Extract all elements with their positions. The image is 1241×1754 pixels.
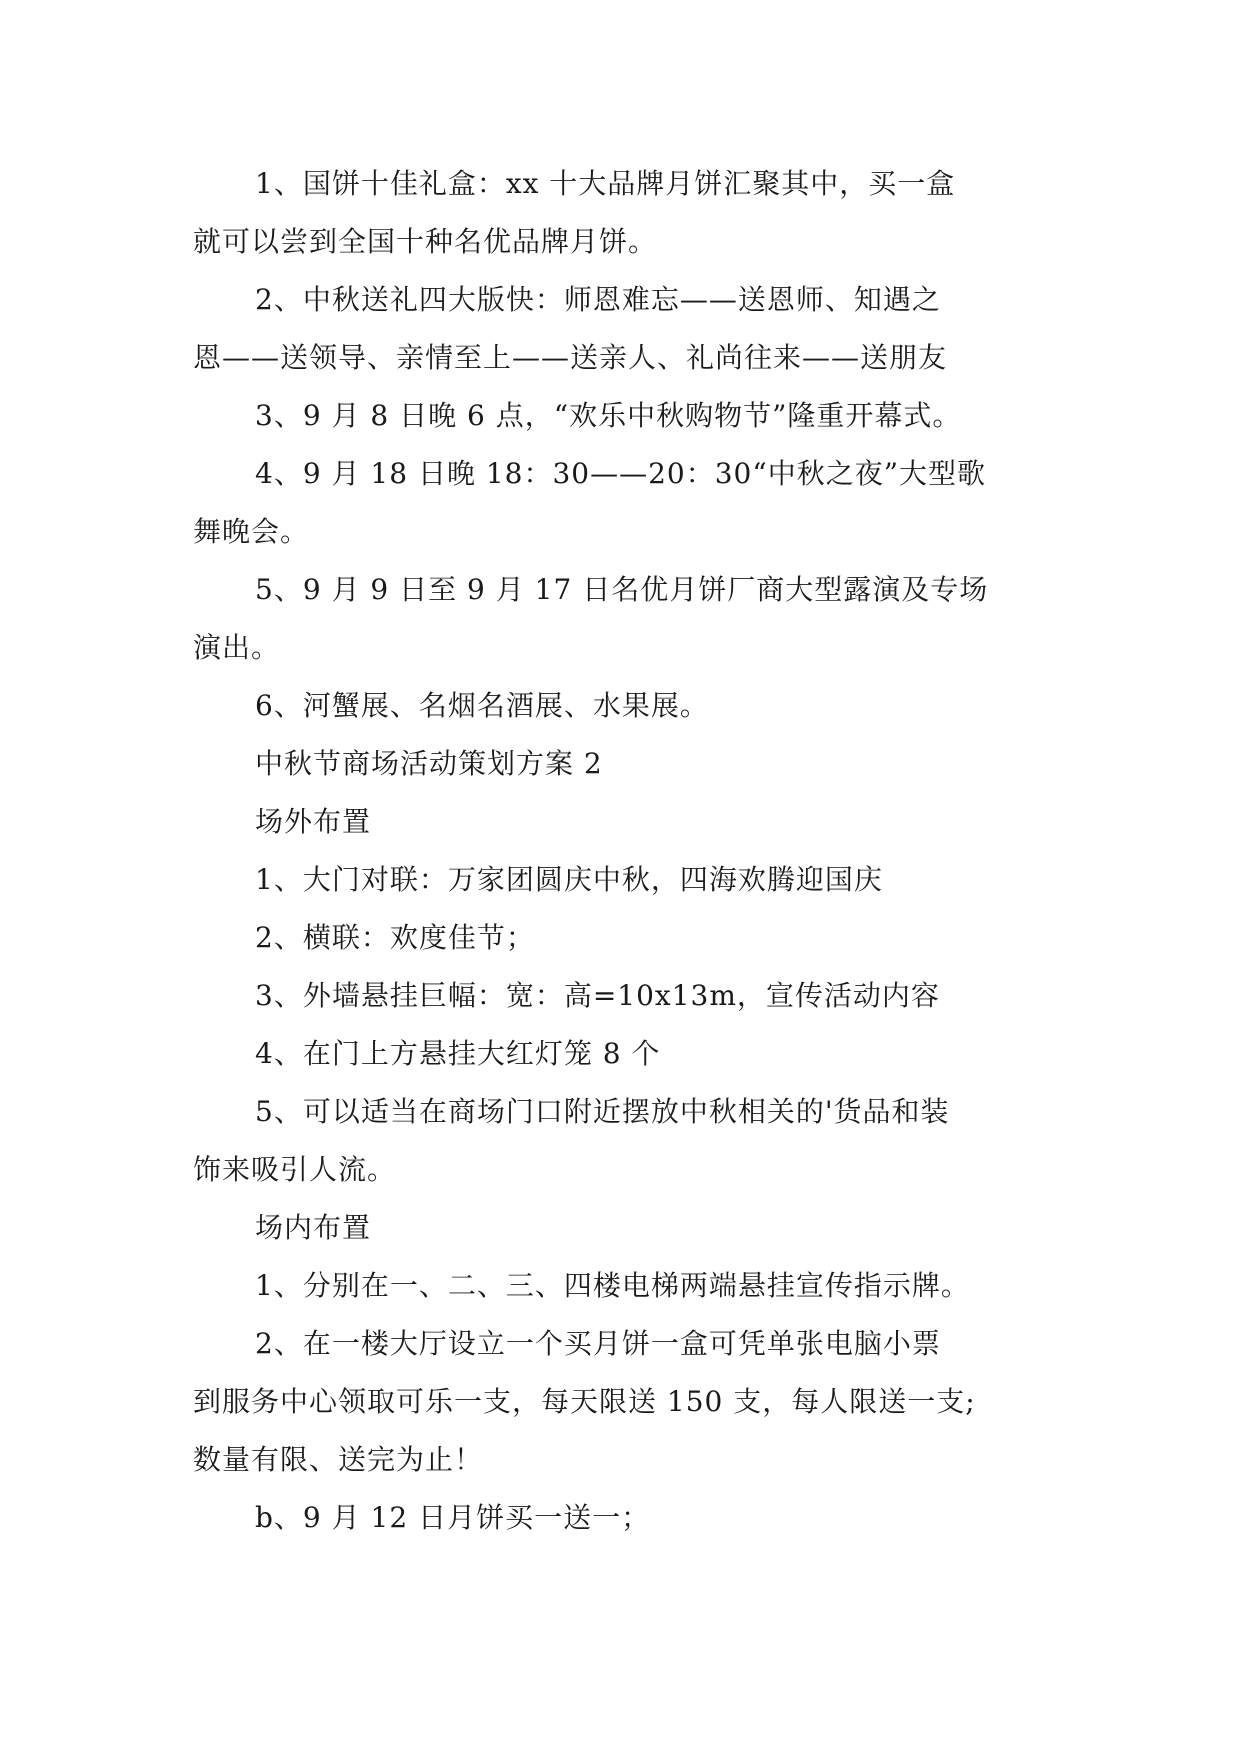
- document-body: [193, 155, 1055, 1547]
- paragraph-line: 恩——送领导、亲情至上——送亲人、礼尚往来——送朋友: [193, 341, 948, 374]
- section-title: 中秋节商场活动策划方案 2: [255, 747, 603, 780]
- paragraph-line: 就可以尝到全国十种名优品牌月饼。: [193, 225, 658, 258]
- paragraph-line: 3、外墙悬挂巨幅：宽：高=10x13m，宣传活动内容: [255, 979, 940, 1012]
- paragraph-line: 5、可以适当在商场门口附近摆放中秋相关的'货品和装: [255, 1095, 950, 1128]
- paragraph-line: 4、9 月 18 日晚 18：30——20：30“中秋之夜”大型歌: [255, 457, 987, 490]
- paragraph-line: 1、国饼十佳礼盒：xx 十大品牌月饼汇聚其中，买一盒: [255, 167, 956, 200]
- paragraph-line: 1、大门对联：万家团圆庆中秋，四海欢腾迎国庆: [255, 863, 883, 896]
- paragraph-line: 2、在一楼大厅设立一个买月饼一盒可凭单张电脑小票: [255, 1327, 941, 1360]
- paragraph-line: 1、分别在一、二、三、四楼电梯两端悬挂宣传指示牌。: [255, 1269, 970, 1302]
- paragraph-line: 5、9 月 9 日至 9 月 17 日名优月饼厂商大型露演及专场: [255, 573, 989, 606]
- paragraph-line: 数量有限、送完为止！: [193, 1443, 484, 1476]
- paragraph-line: 3、9 月 8 日晚 6 点，“欢乐中秋购物节”隆重开幕式。: [255, 399, 962, 432]
- paragraph-line: 2、中秋送礼四大版快：师恩难忘——送恩师、知遇之: [255, 283, 941, 316]
- paragraph-line: 到服务中心领取可乐一支，每天限送 150 支，每人限送一支;: [193, 1385, 976, 1418]
- section-heading: 场内布置: [255, 1211, 372, 1244]
- paragraph-line: 舞晚会。: [193, 515, 310, 548]
- paragraph-line: 2、横联：欢度佳节；: [255, 921, 535, 954]
- paragraph-line: 4、在门上方悬挂大红灯笼 8 个: [255, 1037, 661, 1070]
- paragraph-line: 6、河蟹展、名烟名酒展、水果展。: [255, 689, 709, 722]
- paragraph-line: b、9 月 12 日月饼买一送一；: [255, 1501, 651, 1534]
- section-heading: 场外布置: [255, 805, 372, 838]
- paragraph-line: 饰来吸引人流。: [193, 1153, 397, 1186]
- paragraph-line: 演出。: [193, 631, 281, 664]
